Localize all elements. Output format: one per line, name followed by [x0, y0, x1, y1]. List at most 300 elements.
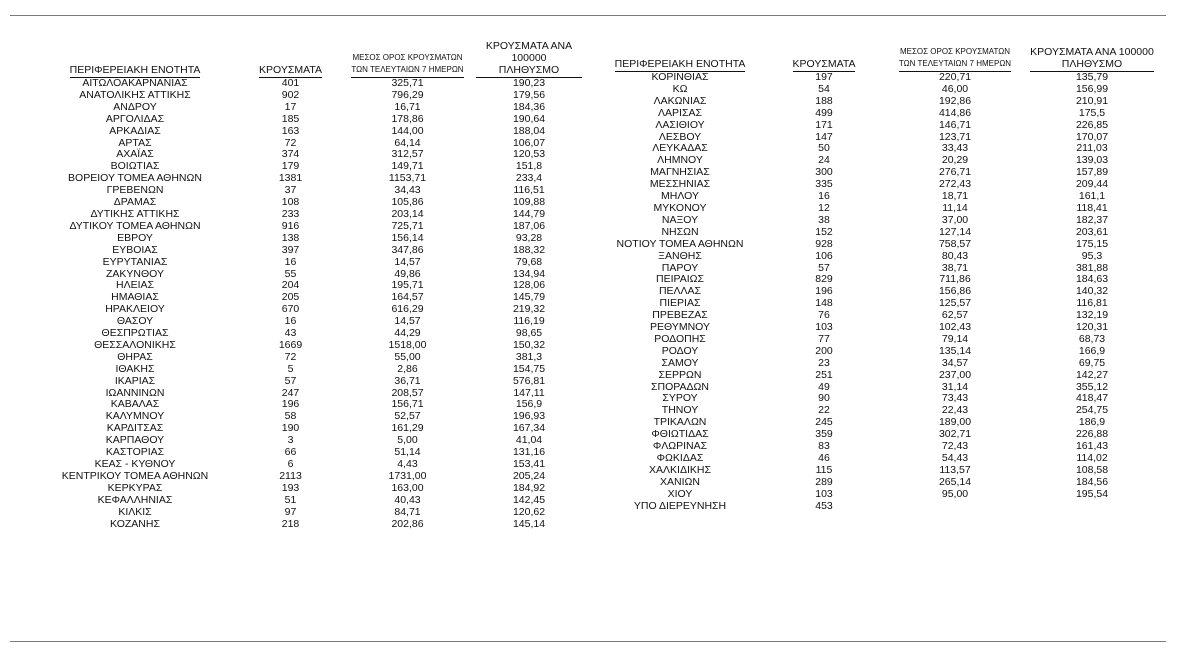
cases-cell: 300 — [815, 166, 833, 179]
avg-7day-cell: 46,00 — [941, 82, 969, 95]
per-100k-cell: 184,56 — [1075, 475, 1109, 488]
per-100k-cell: 106,07 — [512, 136, 546, 149]
per-100k-cell: 161,1 — [1078, 190, 1106, 203]
avg-7day-cell: 22,43 — [941, 404, 969, 417]
per-100k-cell: 184,36 — [512, 100, 546, 113]
region-cell: ΚΟΖΑΝΗΣ — [110, 517, 160, 530]
per-100k-cell: 381,88 — [1075, 261, 1109, 274]
table-row — [28, 483, 582, 495]
per-100k-cell: 196,93 — [512, 410, 546, 423]
cases-cell: 57 — [818, 261, 830, 274]
cases-cell: 499 — [815, 106, 833, 119]
per-100k-cell: 226,85 — [1075, 118, 1109, 131]
cases-cell: 37 — [284, 184, 297, 197]
region-cell: ΛΑΚΩΝΙΑΣ — [653, 94, 707, 107]
avg-7day-cell: 2,86 — [397, 362, 418, 375]
header-row — [28, 40, 582, 78]
cases-cell: 51 — [284, 493, 297, 506]
per-100k-cell: 95,3 — [1081, 249, 1103, 262]
per-100k-cell: 166,9 — [1078, 344, 1106, 357]
region-cell: ΚΕΦΑΛΛΗΝΙΑΣ — [97, 493, 173, 506]
region-cell: ΓΡΕΒΕΝΩΝ — [106, 184, 164, 197]
per-100k-cell: 134,94 — [512, 267, 546, 280]
table-row — [28, 495, 582, 507]
table-row — [28, 340, 582, 352]
region-cell: ΧΑΝΙΩΝ — [660, 475, 700, 488]
table-row — [28, 269, 582, 281]
region-cell: ΗΜΑΘΙΑΣ — [111, 291, 159, 304]
avg-7day-cell: 31,14 — [941, 380, 969, 393]
avg-7day-cell: 14,57 — [394, 315, 421, 328]
region-cell: ΙΩΑΝΝΙΝΩΝ — [105, 386, 165, 399]
avg-7day-cell — [880, 501, 1030, 513]
table-row — [28, 102, 582, 114]
cases-cell: 55 — [284, 267, 297, 280]
region-cell: ΗΛΕΙΑΣ — [115, 279, 154, 292]
per-100k-cell: 179,56 — [512, 88, 546, 101]
region-cell: ΜΗΛΟΥ — [661, 190, 699, 203]
region-cell: ΝΗΣΩΝ — [661, 225, 699, 238]
avg-7day-cell: 195,71 — [391, 279, 424, 292]
cases-cell: 251 — [815, 368, 833, 381]
region-cell: ΚΩ — [672, 82, 688, 95]
per-100k-cell: 184,92 — [512, 481, 546, 494]
per-100k-cell: 188,32 — [512, 243, 546, 256]
per-100k-cell: 156,99 — [1075, 82, 1109, 95]
cases-cell: 453 — [815, 499, 833, 512]
per-100k-cell: 205,24 — [512, 469, 546, 482]
cases-cell: 103 — [815, 487, 833, 500]
cases-cell: 103 — [815, 321, 833, 334]
per-100k-cell: 135,79 — [1075, 71, 1109, 83]
table-row — [28, 257, 582, 269]
per-100k-cell: 203,61 — [1075, 225, 1109, 238]
avg-7day-cell: 796,29 — [391, 88, 424, 101]
cases-table-right — [592, 40, 1154, 513]
table-row — [592, 108, 1154, 120]
region-cell: ΣΠΟΡΑΔΩΝ — [651, 380, 709, 393]
region-cell: ΦΛΩΡΙΝΑΣ — [652, 440, 708, 453]
region-cell: ΠΑΡΟΥ — [661, 261, 699, 274]
cases-cell: 928 — [815, 237, 833, 250]
region-cell: ΘΕΣΠΡΩΤΙΑΣ — [101, 327, 169, 340]
cases-cell: 2113 — [279, 469, 302, 482]
cases-cell: 374 — [281, 148, 300, 161]
cases-cell: 50 — [818, 142, 830, 155]
cases-cell: 670 — [281, 303, 300, 316]
cases-cell: 3 — [287, 434, 294, 447]
avg-7day-cell: 312,57 — [391, 148, 424, 161]
cases-cell: 76 — [818, 309, 830, 322]
per-100k-cell: 418,47 — [1075, 392, 1109, 405]
region-cell: ΜΥΚΟΝΟΥ — [653, 201, 707, 214]
table-row — [592, 370, 1154, 382]
per-100k-cell: 132,19 — [1075, 309, 1109, 322]
region-cell: ΒΟΡΕΙΟΥ ΤΟΜΕΑ ΑΘΗΝΩΝ — [68, 172, 202, 185]
region-cell: ΛΑΣΙΘΙΟΥ — [655, 118, 705, 131]
region-cell: ΑΡΚΑΔΙΑΣ — [109, 124, 161, 137]
cases-cell: 188 — [815, 94, 833, 107]
per-100k-cell: 109,88 — [512, 196, 546, 209]
cases-cell: 190 — [281, 422, 300, 435]
per-100k-cell: 116,19 — [513, 315, 545, 328]
per-100k-cell: 68,73 — [1078, 332, 1106, 345]
table-row — [592, 251, 1154, 263]
per-100k-cell: 79,68 — [515, 255, 543, 268]
per-100k-cell: 186,9 — [1078, 416, 1106, 429]
region-cell: ΠΕΙΡΑΙΩΣ — [656, 273, 704, 286]
per-100k-cell: 145,14 — [512, 517, 546, 530]
cases-cell: 335 — [815, 178, 833, 191]
cases-cell: 218 — [281, 517, 300, 530]
region-cell: ΑΧΑΪΑΣ — [116, 148, 154, 161]
per-100k-cell: 209,44 — [1075, 178, 1109, 191]
region-cell: ΣΑΜΟΥ — [661, 356, 699, 369]
header-cases: ΚΡΟΥΣΜΑΤΑ — [792, 58, 856, 70]
per-100k-cell: 150,32 — [512, 338, 546, 351]
avg-7day-cell: 33,43 — [941, 142, 969, 155]
cases-cell: 12 — [818, 201, 830, 214]
avg-7day-cell: 52,57 — [394, 410, 421, 423]
avg-7day-cell: 55,00 — [394, 350, 421, 363]
region-cell: ΚΕΑΣ - ΚΥΘΝΟΥ — [94, 458, 176, 470]
region-cell: ΒΟΙΩΤΙΑΣ — [110, 160, 160, 173]
avg-7day-cell: 156,71 — [391, 398, 424, 411]
avg-7day-cell: 72,43 — [941, 440, 969, 453]
avg-7day-cell: 16,71 — [394, 100, 421, 113]
cases-cell: 193 — [281, 481, 300, 494]
region-cell: ΣΥΡΟΥ — [662, 392, 698, 405]
per-100k-cell: 188,04 — [512, 124, 546, 137]
avg-7day-cell: 95,00 — [941, 487, 969, 500]
avg-7day-cell: 20,29 — [941, 154, 969, 167]
cases-cell: 245 — [815, 416, 833, 429]
header-region: ΠΕΡΙΦΕΡΕΙΑΚΗ ΕΝΟΤΗΤΑ — [614, 58, 746, 70]
region-cell: ΦΩΚΙΔΑΣ — [656, 452, 704, 464]
region-cell: ΦΘΙΩΤΙΔΑΣ — [651, 428, 709, 441]
cases-cell: 115 — [815, 463, 833, 476]
region-cell: ΑΝΑΤΟΛΙΚΗΣ ΑΤΤΙΚΗΣ — [79, 88, 191, 101]
cases-cell: 163 — [281, 124, 300, 137]
per-100k-cell: 154,75 — [512, 362, 546, 375]
region-cell: ΡΟΔΟΠΗΣ — [654, 332, 706, 345]
region-cell: ΚΑΛΥΜΝΟΥ — [105, 410, 165, 423]
avg-7day-cell: 178,86 — [391, 112, 424, 125]
region-cell: ΛΗΜΝΟΥ — [657, 154, 703, 167]
avg-7day-cell: 149,71 — [391, 160, 424, 173]
region-cell: ΞΑΝΘΗΣ — [658, 249, 702, 262]
avg-7day-cell: 711,86 — [939, 273, 971, 286]
per-100k-cell: 116,81 — [1076, 297, 1108, 310]
cases-cell: 138 — [281, 231, 300, 244]
avg-7day-cell: 34,43 — [394, 184, 421, 197]
cases-cell: 233 — [281, 207, 300, 220]
avg-7day-cell: 164,57 — [391, 291, 424, 304]
per-100k-cell: 116,51 — [513, 184, 545, 197]
avg-7day-cell: 276,71 — [938, 166, 972, 179]
cases-cell: 197 — [815, 71, 833, 83]
table-row — [28, 138, 582, 150]
avg-7day-cell: 202,86 — [391, 517, 424, 530]
cases-cell: 152 — [815, 225, 833, 238]
avg-7day-cell: 203,14 — [391, 207, 424, 220]
avg-7day-cell: 11,14 — [942, 201, 968, 214]
cases-cell: 5 — [287, 362, 294, 375]
region-cell: ΜΕΣΣΗΝΙΑΣ — [649, 178, 711, 191]
region-cell: ΗΡΑΚΛΕΙΟΥ — [105, 303, 165, 316]
avg-7day-cell: 163,00 — [391, 481, 424, 494]
per-100k-cell: 151,8 — [515, 160, 543, 173]
cases-cell: 1669 — [278, 338, 303, 351]
per-100k-cell: 41,04 — [515, 434, 543, 447]
left-table — [28, 40, 582, 530]
avg-7day-cell: 265,14 — [938, 475, 972, 488]
per-100k-cell: 211,03 — [1076, 142, 1108, 155]
cases-cell: 16 — [284, 255, 297, 268]
per-100k-cell: 120,53 — [512, 148, 546, 161]
per-100k-cell: 381,3 — [515, 350, 543, 363]
avg-7day-cell: 51,14 — [394, 446, 421, 459]
cases-cell: 16 — [284, 315, 297, 328]
avg-7day-cell: 347,86 — [391, 243, 424, 256]
cases-cell: 6 — [287, 458, 294, 470]
avg-7day-cell: 302,71 — [938, 428, 972, 441]
avg-7day-cell: 80,43 — [941, 249, 969, 262]
per-100k-cell: 157,89 — [1075, 166, 1109, 179]
cases-cell: 397 — [281, 243, 300, 256]
bottom-divider — [10, 641, 1166, 642]
avg-7day-cell: 54,43 — [941, 452, 969, 464]
cases-cell: 72 — [284, 350, 297, 363]
avg-7day-cell: 73,43 — [941, 392, 969, 405]
per-100k-cell: 210,91 — [1075, 94, 1109, 107]
avg-7day-cell: 14,57 — [394, 255, 421, 268]
avg-7day-cell: 64,14 — [394, 136, 421, 149]
per-100k-cell: 114,02 — [1076, 452, 1108, 464]
avg-7day-cell: 237,00 — [938, 368, 972, 381]
cases-cell: 401 — [281, 77, 300, 89]
table-row — [28, 233, 582, 245]
cases-cell: 148 — [815, 297, 833, 310]
avg-7day-cell: 1518,00 — [388, 338, 427, 351]
avg-7day-cell: 79,14 — [941, 332, 969, 345]
avg-7day-cell: 161,29 — [391, 422, 424, 435]
per-100k-cell: 131,16 — [512, 446, 546, 459]
cases-cell: 54 — [818, 82, 830, 95]
region-cell: ΘΑΣΟΥ — [116, 315, 154, 328]
region-cell: ΛΑΡΙΣΑΣ — [658, 106, 702, 119]
avg-7day-cell: 135,14 — [938, 344, 972, 357]
region-cell: ΝΑΞΟΥ — [661, 213, 699, 226]
cases-cell: 43 — [284, 327, 297, 340]
cases-cell: 204 — [281, 279, 300, 292]
per-100k-cell: 147,11 — [513, 386, 545, 399]
right-table — [592, 40, 1154, 513]
region-cell: ΕΒΡΟΥ — [117, 231, 153, 244]
per-100k-cell: 142,27 — [1075, 368, 1109, 381]
region-cell: ΚΕΝΤΡΙΚΟΥ ΤΟΜΕΑ ΑΘΗΝΩΝ — [61, 469, 209, 482]
table-row — [592, 96, 1154, 108]
avg-7day-cell: 18,71 — [941, 190, 969, 203]
region-cell: ΛΕΥΚΑΔΑΣ — [652, 142, 708, 155]
per-100k-cell: 167,34 — [512, 422, 546, 435]
table-row — [592, 477, 1154, 489]
cases-cell: 1381 — [278, 172, 303, 185]
cases-cell: 196 — [815, 285, 833, 298]
avg-7day-cell: 125,57 — [938, 297, 972, 310]
per-100k-cell: 195,54 — [1075, 487, 1109, 500]
avg-7day-cell: 123,71 — [938, 130, 972, 143]
table-row — [592, 215, 1154, 227]
region-cell: ΔΡΑΜΑΣ — [113, 196, 157, 209]
region-cell: ΚΑΡΠΑΘΟΥ — [105, 434, 165, 447]
header-row — [592, 40, 1154, 72]
header-7day-average: ΜΕΣΟΣ ΟΡΟΣ ΚΡΟΥΣΜΑΤΩΝ ΤΩΝ ΤΕΛΕΥΤΑΙΩΝ 7 ΗΜΕΡΩΝ — [339, 40, 476, 78]
per-100k-cell: 120,31 — [1075, 321, 1109, 334]
cases-cell: 66 — [284, 446, 297, 459]
cases-cell: 359 — [815, 428, 833, 441]
region-cell: ΣΕΡΡΩΝ — [658, 368, 702, 381]
left-table-body — [28, 78, 582, 530]
per-100k-cell: 175,5 — [1078, 106, 1106, 119]
cases-cell: 38 — [818, 213, 830, 226]
region-cell: ΝΟΤΙΟΥ ΤΟΜΕΑ ΑΘΗΝΩΝ — [616, 237, 744, 250]
per-100k-cell: 190,23 — [512, 77, 546, 89]
table-row — [592, 120, 1154, 132]
header-7day-average: ΜΕΣΟΣ ΟΡΟΣ ΚΡΟΥΣΜΑΤΩΝ ΤΩΝ ΤΕΛΕΥΤΑΙΩΝ 7 ΗΜΕΡΩΝ — [880, 40, 1030, 72]
table-row — [28, 364, 582, 376]
table-row — [592, 227, 1154, 239]
per-100k-cell: 153,41 — [512, 458, 546, 470]
cases-cell: 147 — [815, 130, 833, 143]
avg-7day-cell: 220,71 — [938, 71, 972, 83]
cases-cell: 179 — [281, 160, 300, 173]
region-cell: ΘΕΣΣΑΛΟΝΙΚΗΣ — [94, 338, 176, 351]
avg-7day-cell: 156,86 — [938, 285, 972, 298]
table-row — [592, 489, 1154, 501]
per-100k-cell — [1030, 501, 1154, 513]
region-cell: ΧΑΛΚΙΔΙΚΗΣ — [649, 463, 711, 476]
table-row — [28, 304, 582, 316]
per-100k-cell: 108,58 — [1075, 463, 1109, 476]
cases-cell: 58 — [284, 410, 297, 423]
region-cell: ΡΟΔΟΥ — [661, 344, 699, 357]
cases-cell: 171 — [815, 118, 833, 131]
per-100k-cell: 120,62 — [512, 505, 546, 518]
avg-7day-cell: 189,00 — [938, 416, 972, 429]
table-row — [592, 346, 1154, 358]
region-cell: ΠΙΕΡΙΑΣ — [659, 297, 701, 310]
region-cell: ΚΕΡΚΥΡΑΣ — [107, 481, 163, 494]
region-cell: ΔΥΤΙΚΗΣ ΑΤΤΙΚΗΣ — [90, 207, 180, 220]
avg-7day-cell: 62,57 — [941, 309, 969, 322]
cases-cell: 90 — [818, 392, 830, 405]
cases-cell: 108 — [281, 196, 300, 209]
header-cases: ΚΡΟΥΣΜΑΤΑ — [259, 64, 322, 76]
table-row — [28, 519, 582, 531]
table-row — [28, 221, 582, 233]
cases-cell: 17 — [284, 100, 297, 113]
per-100k-cell: 156,9 — [515, 398, 543, 411]
cases-cell: 247 — [281, 386, 300, 399]
region-cell: ΑΝΔΡΟΥ — [113, 100, 157, 113]
avg-7day-cell: 146,71 — [938, 118, 972, 131]
table-row — [28, 376, 582, 388]
per-100k-cell: 170,07 — [1075, 130, 1109, 143]
region-cell: ΚΑΒΑΛΑΣ — [110, 398, 160, 411]
region-cell: ΛΕΣΒΟΥ — [658, 130, 702, 143]
per-100k-cell: 226,88 — [1075, 428, 1109, 441]
cases-cell: 72 — [284, 136, 297, 149]
region-cell: ΑΡΤΑΣ — [118, 136, 152, 149]
per-100k-cell: 139,03 — [1075, 154, 1109, 167]
cases-cell: 289 — [815, 475, 833, 488]
per-100k-cell: 144,79 — [512, 207, 546, 220]
avg-7day-cell: 272,43 — [938, 178, 972, 191]
avg-7day-cell: 725,71 — [391, 219, 424, 232]
cases-cell: 16 — [818, 190, 830, 203]
region-cell: ΕΥΡΥΤΑΝΙΑΣ — [102, 255, 168, 268]
per-100k-cell: 98,65 — [515, 327, 543, 340]
top-divider — [10, 15, 1166, 16]
avg-7day-cell: 4,43 — [397, 458, 418, 470]
cases-table-left — [28, 40, 582, 530]
per-100k-cell: 128,06 — [512, 279, 546, 292]
avg-7day-cell: 156,14 — [391, 231, 424, 244]
cases-cell: 196 — [281, 398, 300, 411]
avg-7day-cell: 38,71 — [941, 261, 969, 274]
avg-7day-cell: 414,86 — [938, 106, 972, 119]
cases-cell: 97 — [284, 505, 297, 518]
per-100k-cell: 219,32 — [512, 303, 546, 316]
table-row — [28, 245, 582, 257]
region-cell: ΚΑΡΔΙΤΣΑΣ — [106, 422, 164, 435]
avg-7day-cell: 5,00 — [397, 434, 418, 447]
avg-7day-cell: 105,86 — [391, 196, 424, 209]
cases-cell: 829 — [815, 273, 833, 286]
region-cell: ΔΥΤΙΚΟΥ ΤΟΜΕΑ ΑΘΗΝΩΝ — [69, 219, 201, 232]
cases-cell: 23 — [818, 356, 830, 369]
per-100k-cell: 140,32 — [1075, 285, 1109, 298]
region-cell: ΖΑΚΥΝΘΟΥ — [105, 267, 164, 280]
cases-cell: 185 — [281, 112, 300, 125]
region-cell: ΘΗΡΑΣ — [117, 350, 153, 363]
avg-7day-cell: 192,86 — [938, 94, 972, 107]
avg-7day-cell: 36,71 — [394, 374, 421, 387]
region-cell: ΜΑΓΝΗΣΙΑΣ — [650, 166, 710, 179]
table-row — [28, 90, 582, 102]
region-cell: ΤΡΙΚΑΛΩΝ — [653, 416, 707, 429]
per-100k-cell: 187,06 — [512, 219, 546, 232]
avg-7day-cell: 37,00 — [941, 213, 969, 226]
table-row — [592, 239, 1154, 251]
per-100k-cell: 254,75 — [1075, 404, 1109, 417]
per-100k-cell: 576,81 — [512, 374, 546, 387]
table-row — [592, 358, 1154, 370]
per-100k-cell: 190,64 — [512, 112, 546, 125]
region-cell: ΙΚΑΡΙΑΣ — [114, 374, 156, 387]
region-cell: ΚΟΡΙΝΘΙΑΣ — [651, 71, 709, 83]
region-cell: ΑΙΤΩΛΟΑΚΑΡΝΑΝΙΑΣ — [82, 77, 188, 89]
right-table-body — [592, 72, 1154, 513]
cases-cell: 77 — [818, 332, 830, 345]
cases-cell: 22 — [818, 404, 830, 417]
table-row — [28, 185, 582, 197]
avg-7day-cell: 1153,71 — [388, 172, 427, 185]
avg-7day-cell: 84,71 — [394, 505, 421, 518]
table-row — [592, 501, 1154, 513]
per-100k-cell: 184,63 — [1075, 273, 1109, 286]
